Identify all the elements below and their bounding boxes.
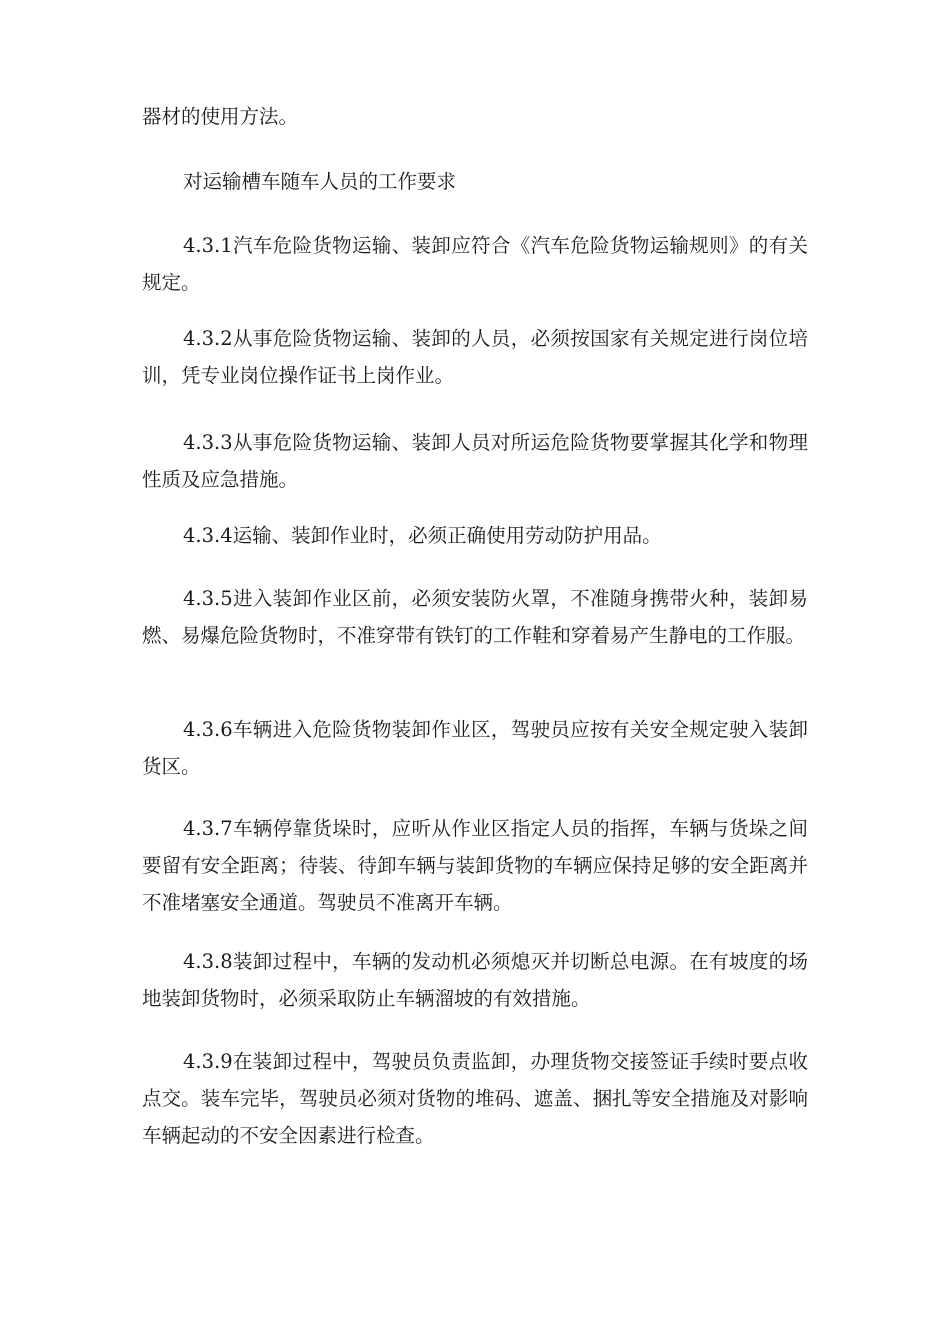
section-heading: 对运输槽车随车人员的工作要求 [183,170,457,193]
paragraph-4-3-6: 4.3.6车辆进入危险货物装卸作业区，驾驶员应按有关安全规定驶入装卸货区。 [142,718,808,778]
paragraph-4-3-7: 4.3.7车辆停靠货垛时，应听从作业区指定人员的指挥，车辆与货垛之间要留有安全距离；待装、待卸车辆与装卸货物的车辆应保持足够的安全距离并不准堵塞安全通道。驾驶员不准离开车辆。 [142,817,808,914]
paragraph-4-3-4: 4.3.4运输、装卸作业时，必须正确使用劳动防护用品。 [183,524,662,547]
paragraph-4-3-5: 4.3.5进入装卸作业区前，必须安装防火罩，不准随身携带火种，装卸易燃、易爆危险货物时，不准穿带有铁钉的工作鞋和穿着易产生静电的工作服。 [142,587,808,647]
paragraph-4-3-3: 4.3.3从事危险货物运输、装卸人员对所运危险货物要掌握其化学和物理性质及应急措施。 [142,431,808,491]
paragraph-4-3-1: 4.3.1汽车危险货物运输、装卸应符合《汽车危险货物运输规则》的有关规定。 [142,234,808,294]
paragraph-4-3-2: 4.3.2从事危险货物运输、装卸的人员，必须按国家有关规定进行岗位培训，凭专业岗位操作证书上岗作业。 [142,327,808,387]
paragraph-4-3-9: 4.3.9在装卸过程中，驾驶员负责监卸，办理货物交接签证手续时要点收点交。装车完毕，驾驶员必须对货物的堆码、遮盖、捆扎等安全措施及对影响车辆起动的不安全因素进行检查。 [142,1050,808,1147]
paragraph-4-3-8: 4.3.8装卸过程中，车辆的发动机必须熄灭并切断总电源。在有坡度的场地装卸货物时，必须采取防止车辆溜坡的有效措施。 [142,950,808,1010]
paragraph-continuation: 器材的使用方法。 [142,105,299,128]
